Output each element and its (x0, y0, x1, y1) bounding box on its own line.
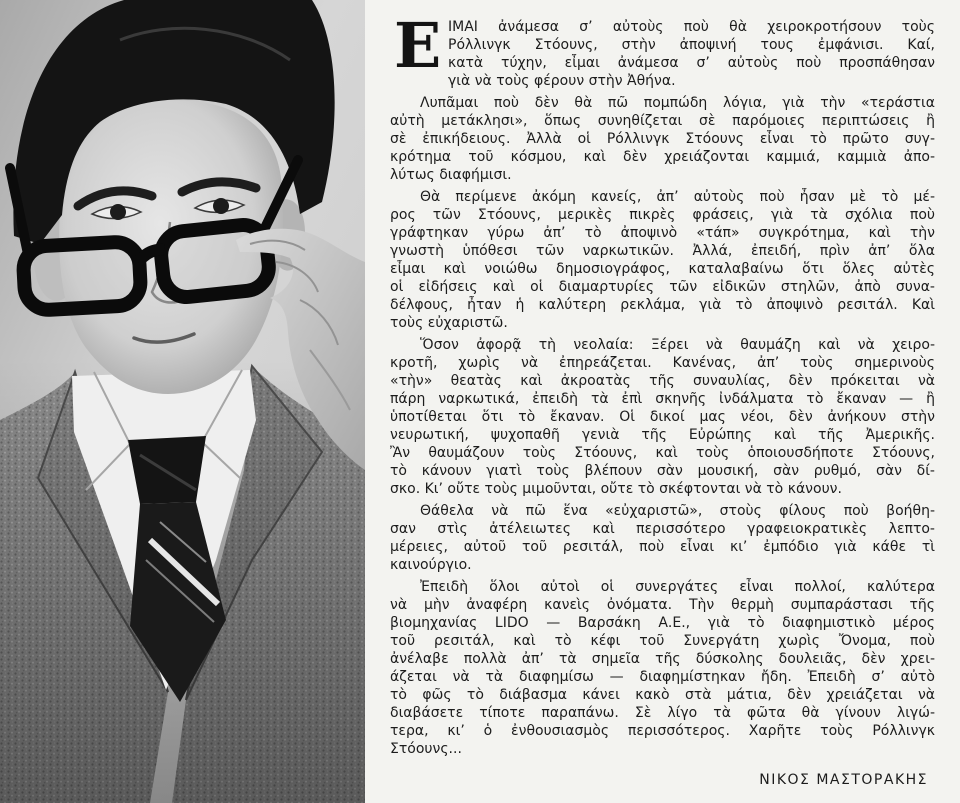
text-line: τοὺς εὐχαριστῶ. (390, 315, 508, 331)
article-text (390, 18, 935, 758)
paragraph (390, 94, 935, 184)
text-line: δέλφους, ἦταν ἡ καλύτερη ρεκλάμα, γιὰ τὸ ἀποψινὸ ρεσιτάλ. Καὶ (390, 297, 935, 313)
paragraph (390, 18, 935, 90)
text-line: τοῦ ρεσιτάλ, καὶ τὸ κέφι τοῦ Συνεργάτη χωρὶς Ὄνομα, ποὺ (390, 633, 935, 649)
text-line: Ἂν θαυμάζουν τοὺς Στόουνς, καὶ τοὺς ὁποιουσδήποτε Στόουνς, (390, 445, 935, 461)
text-line: κρότημα τοῦ κόσμου, καὶ δὲν χρειάζονται καμμιά, καμμιὰ ἀπο- (390, 149, 935, 165)
text-line: αὐτὴ μετάκλησι», ὅπως συνηθίζεται σὲ παρόμοιες περιπτώσεις ἢ (390, 113, 935, 129)
text-line: ὑποτίθεται ὅτι τὸ ἔκαναν. Οἱ δικοί μας νέοι, δὲν ἀνήκουν στὴν (390, 409, 935, 425)
text-line: γιὰ νὰ τοὺς φέρουν στὴν Ἀθήνα. (448, 73, 676, 89)
drop-cap: Ε (394, 9, 442, 82)
text-line: νευρωτική, ψυχοπαθῆ γενιὰ τῆς Εὐρώπης καὶ τῆς Ἀμερικῆς. (390, 427, 935, 443)
text-line: γράφτηκαν γύρω ἀπ’ τὸ ἀποψινὸ «τάπ» συγκρότημα, καὶ τὴν (390, 225, 935, 241)
text-line: ρος τῶν Στόουνς, μερικὲς πικρὲς φράσεις, γιὰ τὰ σχόλια ποὺ (390, 207, 935, 223)
text-line: Θὰ περίμενε ἀκόμη κανείς, ἀπ’ αὐτοὺς ποὺ ἦσαν μὲ τὸ μέ- (420, 189, 935, 205)
paragraph (390, 502, 935, 574)
text-line: οἱ εἰδήσεις καὶ οἱ διαμαρτυρίες τῶν εἰδικῶν στηλῶν, ἀπὸ συνα- (390, 279, 935, 295)
text-line: τὸ κάνουν γιατὶ τοὺς βλέπουν σὰν μουσική, σὰν ρυθμό, σὰν δί- (390, 463, 935, 479)
text-line: νὰ μὴν ἀναφέρη κανεὶς ὀνόματα. Τὴν θερμὴ συμπαράστασι τῆς (390, 597, 935, 613)
text-line: άζεται νὰ τὰ διαφημίσω — διαφημίστηκαν ἤδη. Ἐπειδὴ σ’ αὐτὸ (390, 669, 935, 685)
paragraph (390, 578, 935, 758)
text-line: «τὴν» θεατὰς καὶ ἀκροατὰς τῆς συναυλίας, δὲν πρόκειται νὰ (390, 373, 935, 389)
paragraph (390, 188, 935, 332)
text-line: εἶμαι καὶ νοιώθω δημοσιογράφος, καταλαβαίνω ὅτι ὅλες αὐτὲς (390, 261, 935, 277)
text-line: σὲ ἐπικήδειους. Ἀλλὰ οἱ Ρόλλινγκ Στόουνς εἶναι τὸ πρῶτο συγ- (390, 131, 935, 147)
portrait-photo (0, 0, 365, 803)
text-line: τὸ φῶς τὸ διάβασμα κάνει κακὸ στὰ μάτια, δὲν χρειάζεται νὰ (390, 687, 935, 703)
text-line: γνωστὴ ὑπόθεσι τῶν ναρκωτικῶν. Ἀλλά, ἐπειδή, πρὶν ἀπ’ ὅλα (390, 243, 935, 259)
text-line: σκο. Κι’ οὔτε τοὺς μιμοῦνται, οὔτε τὸ σκέφτονται νὰ τὸ κάνουν. (390, 481, 842, 497)
text-line: καινούργιο. (390, 557, 472, 573)
text-line: κροτῆ, χωρὶς νὰ ἐπηρεάζεται. Κανένας, ἀπ’ τοὺς σημερινοὺς (390, 355, 935, 371)
text-line: ἀνέλαβε πολλὰ ἀπ’ τὰ σημεῖα τῆς δύσκολης δουλειᾶς, δὲν χρει- (390, 651, 935, 667)
text-line: κατὰ τύχην, εἶμαι ἀνάμεσα σ’ αὐτοὺς ποὺ προσπάθησαν (448, 55, 935, 71)
text-line: ΙΜΑΙ ἀνάμεσα σ’ αὐτοὺς ποὺ θὰ χειροκροτήσουν τοὺς (448, 19, 935, 35)
text-line: τερα, κι’ ὁ ἐνθουσιασμὸς περισσότερος. Χαρῆτε τοὺς Ρόλλινγκ (390, 723, 935, 739)
text-line: Ρόλλινγκ Στόουνς, στὴν ἀποψινή τους ἐμφάνισι. Καί, (448, 37, 935, 53)
author-signature: ΝΙΚΟΣ ΜΑΣΤΟΡΑΚΗΣ (759, 772, 928, 788)
text-line: Στόουνς... (390, 741, 462, 757)
text-line: διαβάσετε τίποτε παραπάνω. Σὲ λίγο τὰ φῶτα θὰ γίνουν λιγώ- (390, 705, 935, 721)
text-line: βιομηχανίας LIDO — Βαρσάκη Α.Ε., γιὰ τὸ διαφημιστικὸ μέρος (390, 615, 935, 631)
text-line: Ἐπειδὴ ὅλοι αὐτοὶ οἱ συνεργάτες εἶναι πολλοί, καλύτερα (420, 579, 935, 595)
paragraph (390, 336, 935, 498)
text-line: Ὅσον ἀφορᾷ τὴ νεολαία: Ξέρει νὰ θαυμάζη καὶ νὰ χειρο- (420, 337, 935, 353)
text-line: Λυπᾶμαι ποὺ δὲν θὰ πῶ πομπώδη λόγια, γιὰ τὴν «τεράστια (420, 95, 935, 111)
text-line: Θάθελα νὰ πῶ ἕνα «εὐχαριστῶ», στοὺς φίλους ποὺ βοήθη- (420, 503, 935, 519)
text-line: σαν στὶς ἀτέλειωτες καὶ περισσότερο γραφειοκρατικὲς λεπτο- (390, 521, 935, 537)
text-line: πάρη ναρκωτικά, ἐπειδὴ τὰ ἐπὶ σκηνῆς ἰνδάλματα τὸ ἔκαναν — ἢ (390, 391, 935, 407)
text-line: λύτως διαφήμισι. (390, 167, 512, 183)
text-line: μέρειες, αὐτοῦ τοῦ ρεσιτάλ, ποὺ εἶναι κι’ ἐμπόδιο γιὰ κάθε τὶ (390, 539, 935, 555)
